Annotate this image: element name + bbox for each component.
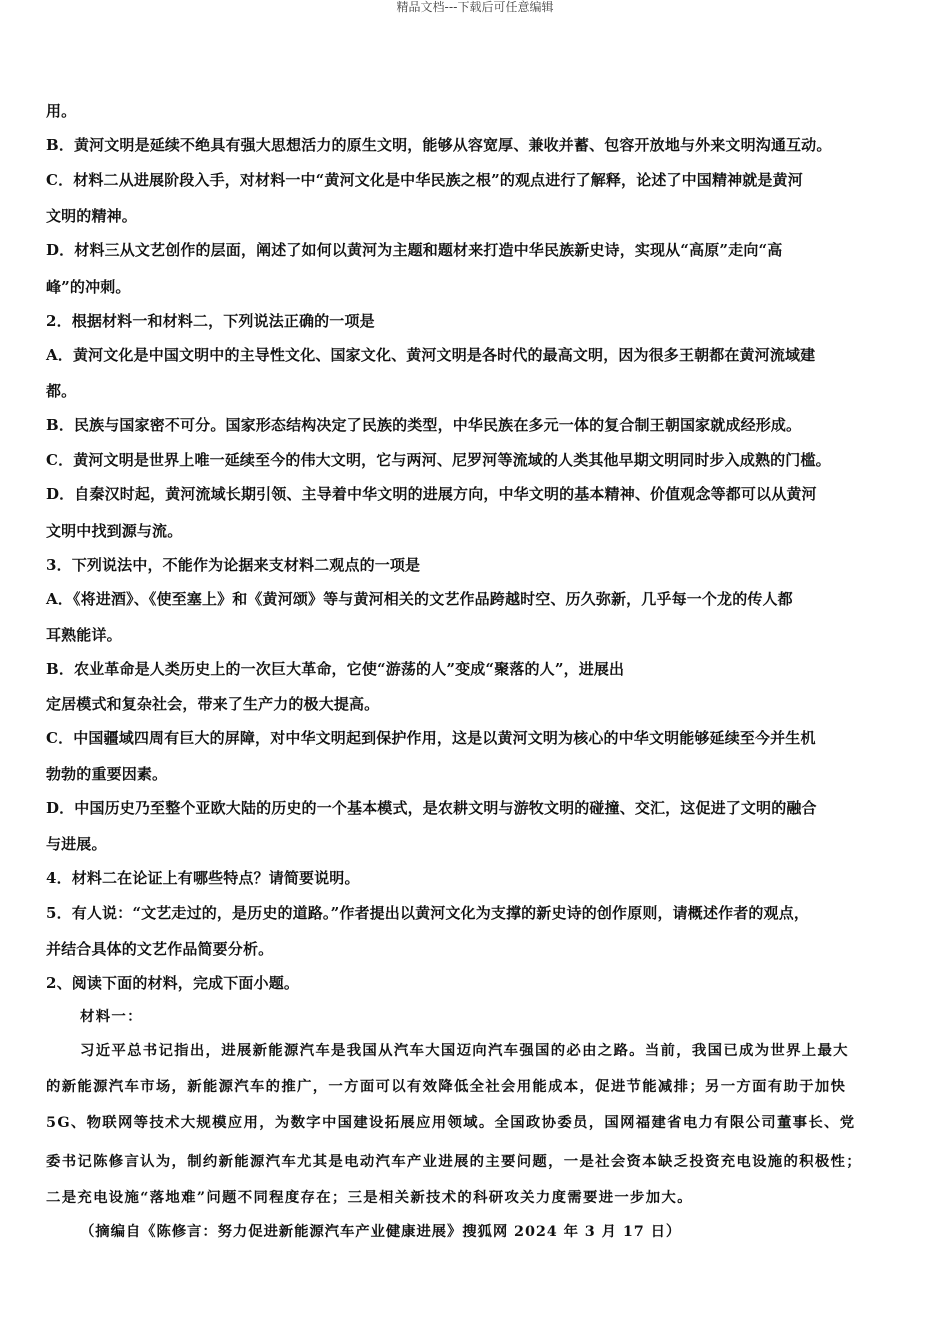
- text-line: 用。: [46, 102, 77, 120]
- text-line: 二是充电设施“落地难”问题不同程度存在；三是相关新技术的科研攻关力度需要进一步加大。: [46, 1189, 693, 1206]
- question-stem: 3．下列说法中，不能作为论据来支材料二观点的一项是: [46, 556, 421, 574]
- text-line: 并结合具体的文艺作品简要分析。: [46, 940, 274, 958]
- text-line: D．材料三从文艺创作的层面，阐述了如何以黄河为主题和题材来打造中华民族新史诗，实现从“高原”走向“高: [46, 241, 783, 259]
- text-line: 文明的精神。: [46, 207, 137, 225]
- citation: （摘编自《陈修言：努力促进新能源汽车产业健康进展》搜狐网 2024 年 3 月 17 日）: [80, 1223, 682, 1240]
- text-line: A．黄河文化是中国文明中的主导性文化、国家文化、黄河文明是各时代的最高文明，因为很多王朝都在黄河流域建: [46, 346, 816, 364]
- text-line: 耳熟能详。: [46, 626, 122, 644]
- question-stem: 4．材料二在论证上有哪些特点？请简要说明。: [46, 869, 360, 887]
- text-line: 与进展。: [46, 835, 107, 853]
- text-line: B．黄河文明是延续不绝具有强大思想活力的原生文明，能够从容宽厚、兼收并蓄、包容开放地与外来文明沟通互动。: [46, 136, 832, 154]
- question-stem: 5．有人说：“文艺走过的，是历史的道路。”作者提出以黄河文化为支撑的新史诗的创作原则，请概述作者的观点，: [46, 904, 809, 922]
- text-line: D．中国历史乃至整个亚欧大陆的历史的一个基本模式，是农耕文明与游牧文明的碰撞、交汇，这促进了文明的融合: [46, 799, 817, 817]
- question-stem: 2．根据材料一和材料二，下列说法正确的一项是: [46, 312, 375, 330]
- text-line: 都。: [46, 382, 77, 400]
- text-line: 勃勃的重要因素。: [46, 765, 168, 783]
- text-line: C．中国疆域四周有巨大的屏障，对中华文明起到保护作用，这是以黄河文明为核心的中华文明能够延续至今并生机: [46, 729, 816, 747]
- text-line: 定居模式和复杂社会，带来了生产力的极大提高。: [46, 695, 380, 713]
- text-line: 5G、物联网等技术大规模应用，为数字中国建设拓展应用领域。全国政协委员，国网福建省电力有限公司董事长、党: [46, 1114, 856, 1131]
- page-header: 精品文档---下载后可任意编辑: [396, 0, 554, 14]
- text-line: D．自秦汉时起，黄河流域长期引领、主导着中华文明的进展方向，中华文明的基本精神、价值观念等都可以从黄河: [46, 485, 817, 503]
- section-heading: 2、阅读下面的材料，完成下面小题。: [46, 974, 299, 992]
- text-line: B．农业革命是人类历史上的一次巨大革命，它使“游荡的人”变成“聚落的人”，进展出: [46, 660, 625, 678]
- text-line: C．黄河文明是世界上唯一延续至今的伟大文明，它与两河、尼罗河等流域的人类其他早期文明同时步入成熟的门槛。: [46, 451, 831, 469]
- text-line: 委书记陈修言认为，制约新能源汽车尤其是电动汽车产业进展的主要问题，一是社会资本缺乏投资充电设施的积极性；: [46, 1153, 862, 1170]
- text-line: B．民族与国家密不可分。国家形态结构决定了民族的类型，中华民族在多元一体的复合制王朝国家就成经形成。: [46, 416, 802, 434]
- text-line: 的新能源汽车市场，新能源汽车的推广，一方面可以有效降低全社会用能成本，促进节能减排；另一方面有助于加快: [46, 1078, 847, 1095]
- text-line: 习近平总书记指出，进展新能源汽车是我国从汽车大国迈向汽车强国的必由之路。当前，我国已成为世界上最大: [80, 1042, 849, 1059]
- text-line: 文明中找到源与流。: [46, 522, 183, 540]
- text-line: 峰”的冲刺。: [46, 278, 131, 296]
- material-heading: 材料一：: [80, 1008, 143, 1025]
- text-line: A．《将进酒》、《使至塞上》和《黄河颂》等与黄河相关的文艺作品跨越时空、历久弥新，几乎每一个龙的传人都: [46, 590, 793, 608]
- text-line: C．材料二从进展阶段入手，对材料一中“黄河文化是中华民族之根”的观点进行了解释，论述了中国精神就是黄河: [46, 171, 803, 189]
